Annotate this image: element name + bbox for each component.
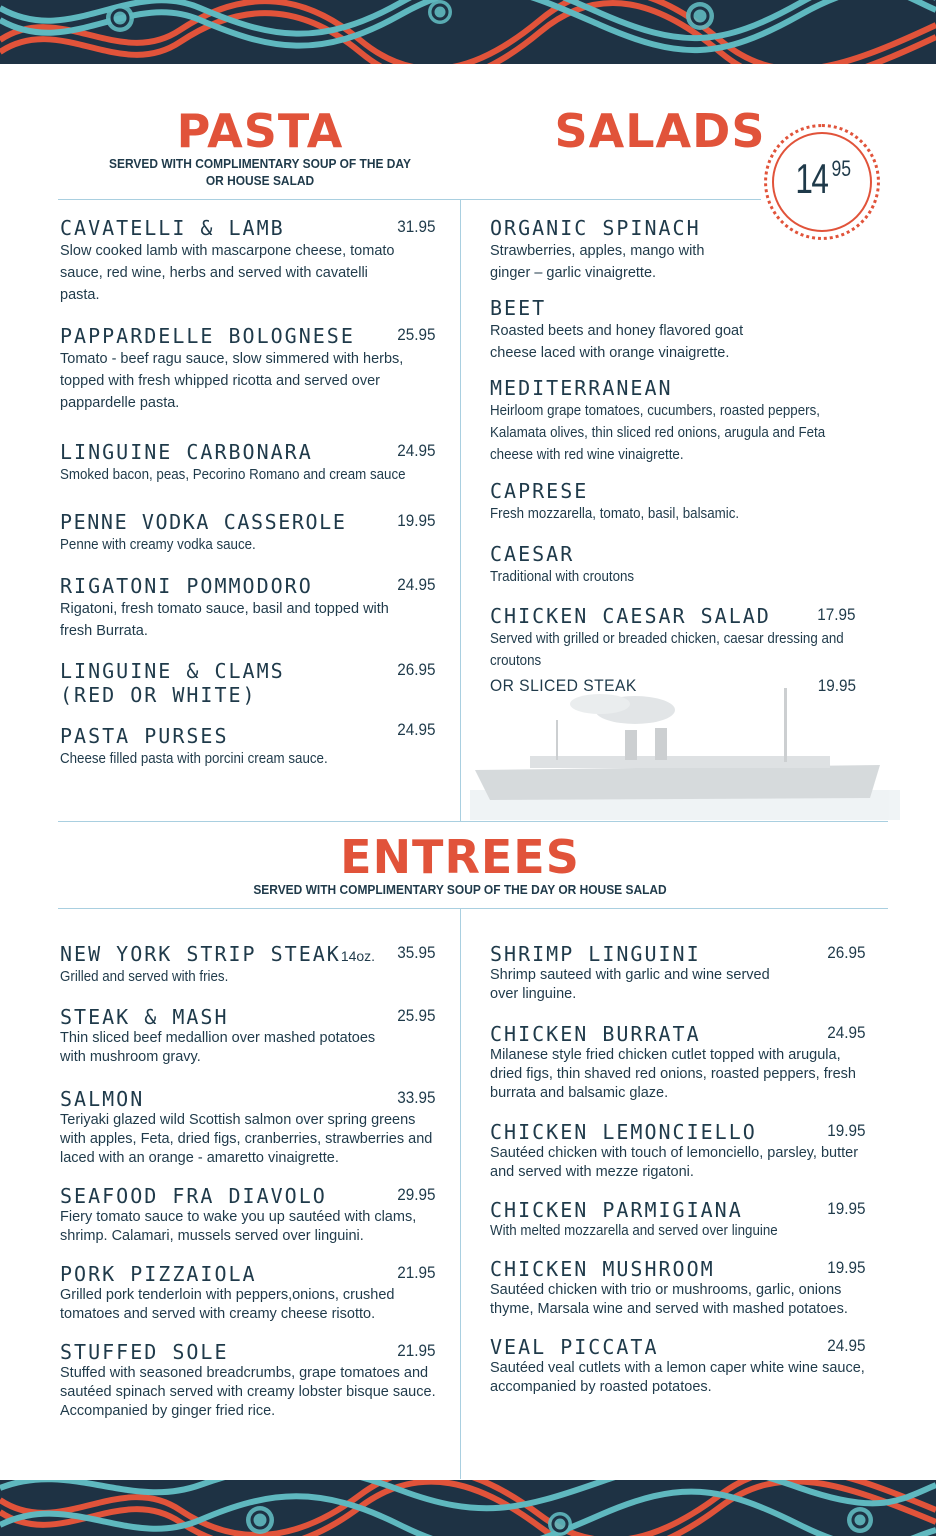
item-description: Cheese filled pasta with porcini cream sauce.	[60, 751, 328, 767]
item-description: Grilled pork tenderloin with peppers,onions, crushed tomatoes and served with creamy cheese risotto.	[60, 1287, 395, 1322]
item-description: Slow cooked lamb with mascarpone cheese, tomato sauce, red wine, herbs and served with cavatelli pasta.	[60, 243, 395, 303]
badge-cents: 95	[831, 156, 852, 181]
menu-item-pork-pizzaiola	[60, 1262, 436, 1324]
badge-dollars: 14	[795, 155, 828, 202]
menu-item-veal-piccata	[490, 1335, 866, 1397]
menu-item-chicken-parmigiana	[490, 1198, 866, 1241]
pasta-subtitle-line1: SERVED WITH COMPLIMENTARY SOUP OF THE DAY	[109, 156, 411, 171]
mid-section-rule	[58, 821, 888, 822]
item-price: 24.95	[397, 575, 436, 594]
item-name: PASTA PURSES	[60, 724, 229, 748]
item-description: Heirloom grape tomatoes, cucumbers, roasted peppers, Kalamata olives, thin sliced red onions, arugula and Feta cheese with red wine vinaigrette.	[490, 403, 826, 463]
menu-item-chicken-mushroom	[490, 1257, 866, 1319]
item-price: 24.95	[827, 1336, 866, 1355]
item-price: 19.95	[397, 511, 436, 530]
item-name: BEET	[490, 296, 547, 320]
item-name: MEDITERRANEAN	[490, 376, 673, 400]
item-description: Thin sliced beef medallion over mashed potatoes with mushroom gravy.	[60, 1030, 376, 1065]
item-price: 19.95	[827, 1121, 866, 1140]
item-price: 25.95	[397, 1006, 436, 1025]
item-description: Strawberries, apples, mango with ginger – garlic vinaigrette.	[490, 243, 705, 281]
entrees-subtitle: SERVED WITH COMPLIMENTARY SOUP OF THE DAY OR HOUSE SALAD	[253, 882, 667, 897]
item-price: 29.95	[397, 1185, 436, 1204]
pasta-heading: PASTA	[176, 104, 344, 158]
item-description: Sautéed veal cutlets with a lemon caper white wine sauce, accompanied by roasted potatoes.	[490, 1360, 865, 1395]
menu-item-cavatelli-lamb	[60, 216, 436, 306]
menu-item-ny-strip-steak	[60, 942, 436, 987]
salad-upgrade-price: 19.95	[817, 676, 856, 695]
item-price: 33.95	[397, 1088, 436, 1107]
entrees-heading: ENTREES	[340, 830, 580, 884]
menu-item-shrimp-linguini	[490, 942, 866, 1004]
item-name: STUFFED SOLE	[60, 1340, 229, 1364]
menu-item-steak-mash	[60, 1005, 436, 1067]
item-name: LINGUINE CARBONARA	[60, 440, 313, 464]
item-description: Served with grilled or breaded chicken, caesar dressing and croutons	[490, 631, 844, 669]
menu-item-caprese	[490, 479, 860, 525]
item-name: RIGATONI POMMODORO	[60, 574, 313, 598]
menu-item-salmon	[60, 1087, 436, 1168]
item-price: 21.95	[397, 1263, 436, 1282]
item-description: Roasted beets and honey flavored goat cheese laced with orange vinaigrette.	[490, 323, 744, 361]
menu-item-caesar	[490, 542, 860, 588]
entrees-rule	[58, 908, 888, 909]
menu-item-mediterranean	[490, 376, 860, 466]
item-description: Fresh mozzarella, tomato, basil, balsamic.	[490, 506, 740, 522]
item-description: Penne with creamy vodka sauce.	[60, 537, 256, 553]
item-description: Smoked bacon, peas, Pecorino Romano and cream sauce	[60, 467, 406, 483]
menu-item-pasta-purses	[60, 720, 436, 770]
item-name: PENNE VODKA CASSEROLE	[60, 510, 347, 534]
item-name: CAESAR	[490, 542, 575, 566]
item-name: LINGUINE & CLAMS	[60, 659, 285, 683]
item-description: Shrimp sauteed with garlic and wine served over linguine.	[490, 967, 770, 1002]
item-name: SALMON	[60, 1087, 145, 1111]
item-name: PAPPARDELLE BOLOGNESE	[60, 324, 355, 348]
item-name: ORGANIC SPINACH	[490, 216, 701, 240]
menu-item-penne-vodka	[60, 510, 436, 556]
item-description: Sautéed chicken with touch of lemonciello, parsley, butter and served with mezze rigatoni.	[490, 1145, 859, 1180]
salads-heading: SALADS	[554, 104, 766, 158]
menu-item-chicken-caesar-salad	[490, 604, 856, 672]
item-price: 17.95	[817, 605, 856, 624]
item-name	[60, 942, 436, 968]
item-price: 26.95	[397, 660, 436, 679]
item-price: 24.95	[397, 441, 436, 460]
bottom-wave-border	[0, 1480, 936, 1536]
item-description: Traditional with croutons	[490, 569, 635, 585]
menu-item-chicken-lemonciello	[490, 1120, 866, 1182]
item-description: Milanese style fried chicken cutlet topped with arugula, dried figs, thin shaved red onions, roasted peppers, fresh burrata and balsamic glaze.	[490, 1047, 856, 1101]
menu-item-rigatoni-pommodoro	[60, 574, 436, 642]
top-section-rule	[58, 199, 761, 200]
menu-item-stuffed-sole	[60, 1340, 436, 1421]
menu-item-linguine-carbonara	[60, 440, 436, 486]
item-description: Grilled and served with fries.	[60, 969, 229, 985]
item-price: 25.95	[397, 325, 436, 344]
item-name: SEAFOOD FRA DIAVOLO	[60, 1184, 327, 1208]
salad-upgrade-label: OR SLICED STEAK	[490, 676, 637, 695]
menu-item-organic-spinach	[490, 216, 860, 284]
item-description: Stuffed with seasoned breadcrumbs, grape tomatoes and sautéed spinach served with creamy lobster bisque sauce. Accompanied by ginger fried rice.	[60, 1365, 436, 1419]
item-name: CHICKEN LEMONCIELLO	[490, 1120, 757, 1144]
menu-item-pappardelle-bolognese	[60, 324, 436, 414]
item-price: 24.95	[397, 720, 436, 739]
item-price: 31.95	[397, 217, 436, 236]
item-description: Tomato - beef ragu sauce, slow simmered with herbs, topped with fresh whipped ricotta and served over pappardelle pasta.	[60, 351, 404, 411]
top-wave-border	[0, 0, 936, 64]
item-name: CAVATELLI & LAMB	[60, 216, 285, 240]
item-name-line2: (RED OR WHITE)	[60, 683, 257, 707]
item-price: 24.95	[827, 1023, 866, 1042]
item-name: SHRIMP LINGUINI	[490, 942, 701, 966]
item-name: CHICKEN CAESAR SALAD	[490, 604, 771, 628]
pasta-subtitle-line2: OR HOUSE SALAD	[205, 173, 315, 188]
item-name: VEAL PICCATA	[490, 1335, 659, 1359]
item-name: CAPRESE	[490, 479, 589, 503]
item-name-text: NEW YORK STRIP STEAK	[60, 942, 341, 966]
item-description: Sautéed chicken with trio or mushrooms, garlic, onions thyme, Marsala wine and served with mashed potatoes.	[490, 1282, 848, 1317]
item-name: CHICKEN MUSHROOM	[490, 1257, 715, 1281]
item-size: 14oz.	[340, 948, 376, 964]
item-price: 19.95	[827, 1199, 866, 1218]
item-name: STEAK & MASH	[60, 1005, 229, 1029]
menu-item-chicken-burrata	[490, 1022, 866, 1103]
item-price: 19.95	[827, 1258, 866, 1277]
menu-item-seafood-fra-diavolo	[60, 1184, 436, 1246]
item-description: Rigatoni, fresh tomato sauce, basil and topped with fresh Burrata.	[60, 601, 389, 639]
entrees-column-divider	[460, 909, 461, 1479]
item-price: 35.95	[397, 943, 436, 962]
item-name: CHICKEN PARMIGIANA	[490, 1198, 743, 1222]
item-name: CHICKEN BURRATA	[490, 1022, 701, 1046]
menu-item-linguine-clams	[60, 659, 436, 707]
item-name: PORK PIZZAIOLA	[60, 1262, 257, 1286]
item-description: Fiery tomato sauce to wake you up sautéed with clams, shrimp. Calamari, mussels served over linguini.	[60, 1209, 417, 1244]
item-price: 21.95	[397, 1341, 436, 1360]
top-column-divider	[460, 200, 461, 822]
item-description: With melted mozzarella and served over linguine	[490, 1223, 778, 1239]
item-description: Teriyaki glazed wild Scottish salmon over spring greens with apples, Feta, dried figs, cranberries, strawberries and laced with an orange - amaretto vinaigrette.	[60, 1112, 433, 1166]
item-price: 26.95	[827, 943, 866, 962]
menu-item-beet	[490, 296, 860, 364]
